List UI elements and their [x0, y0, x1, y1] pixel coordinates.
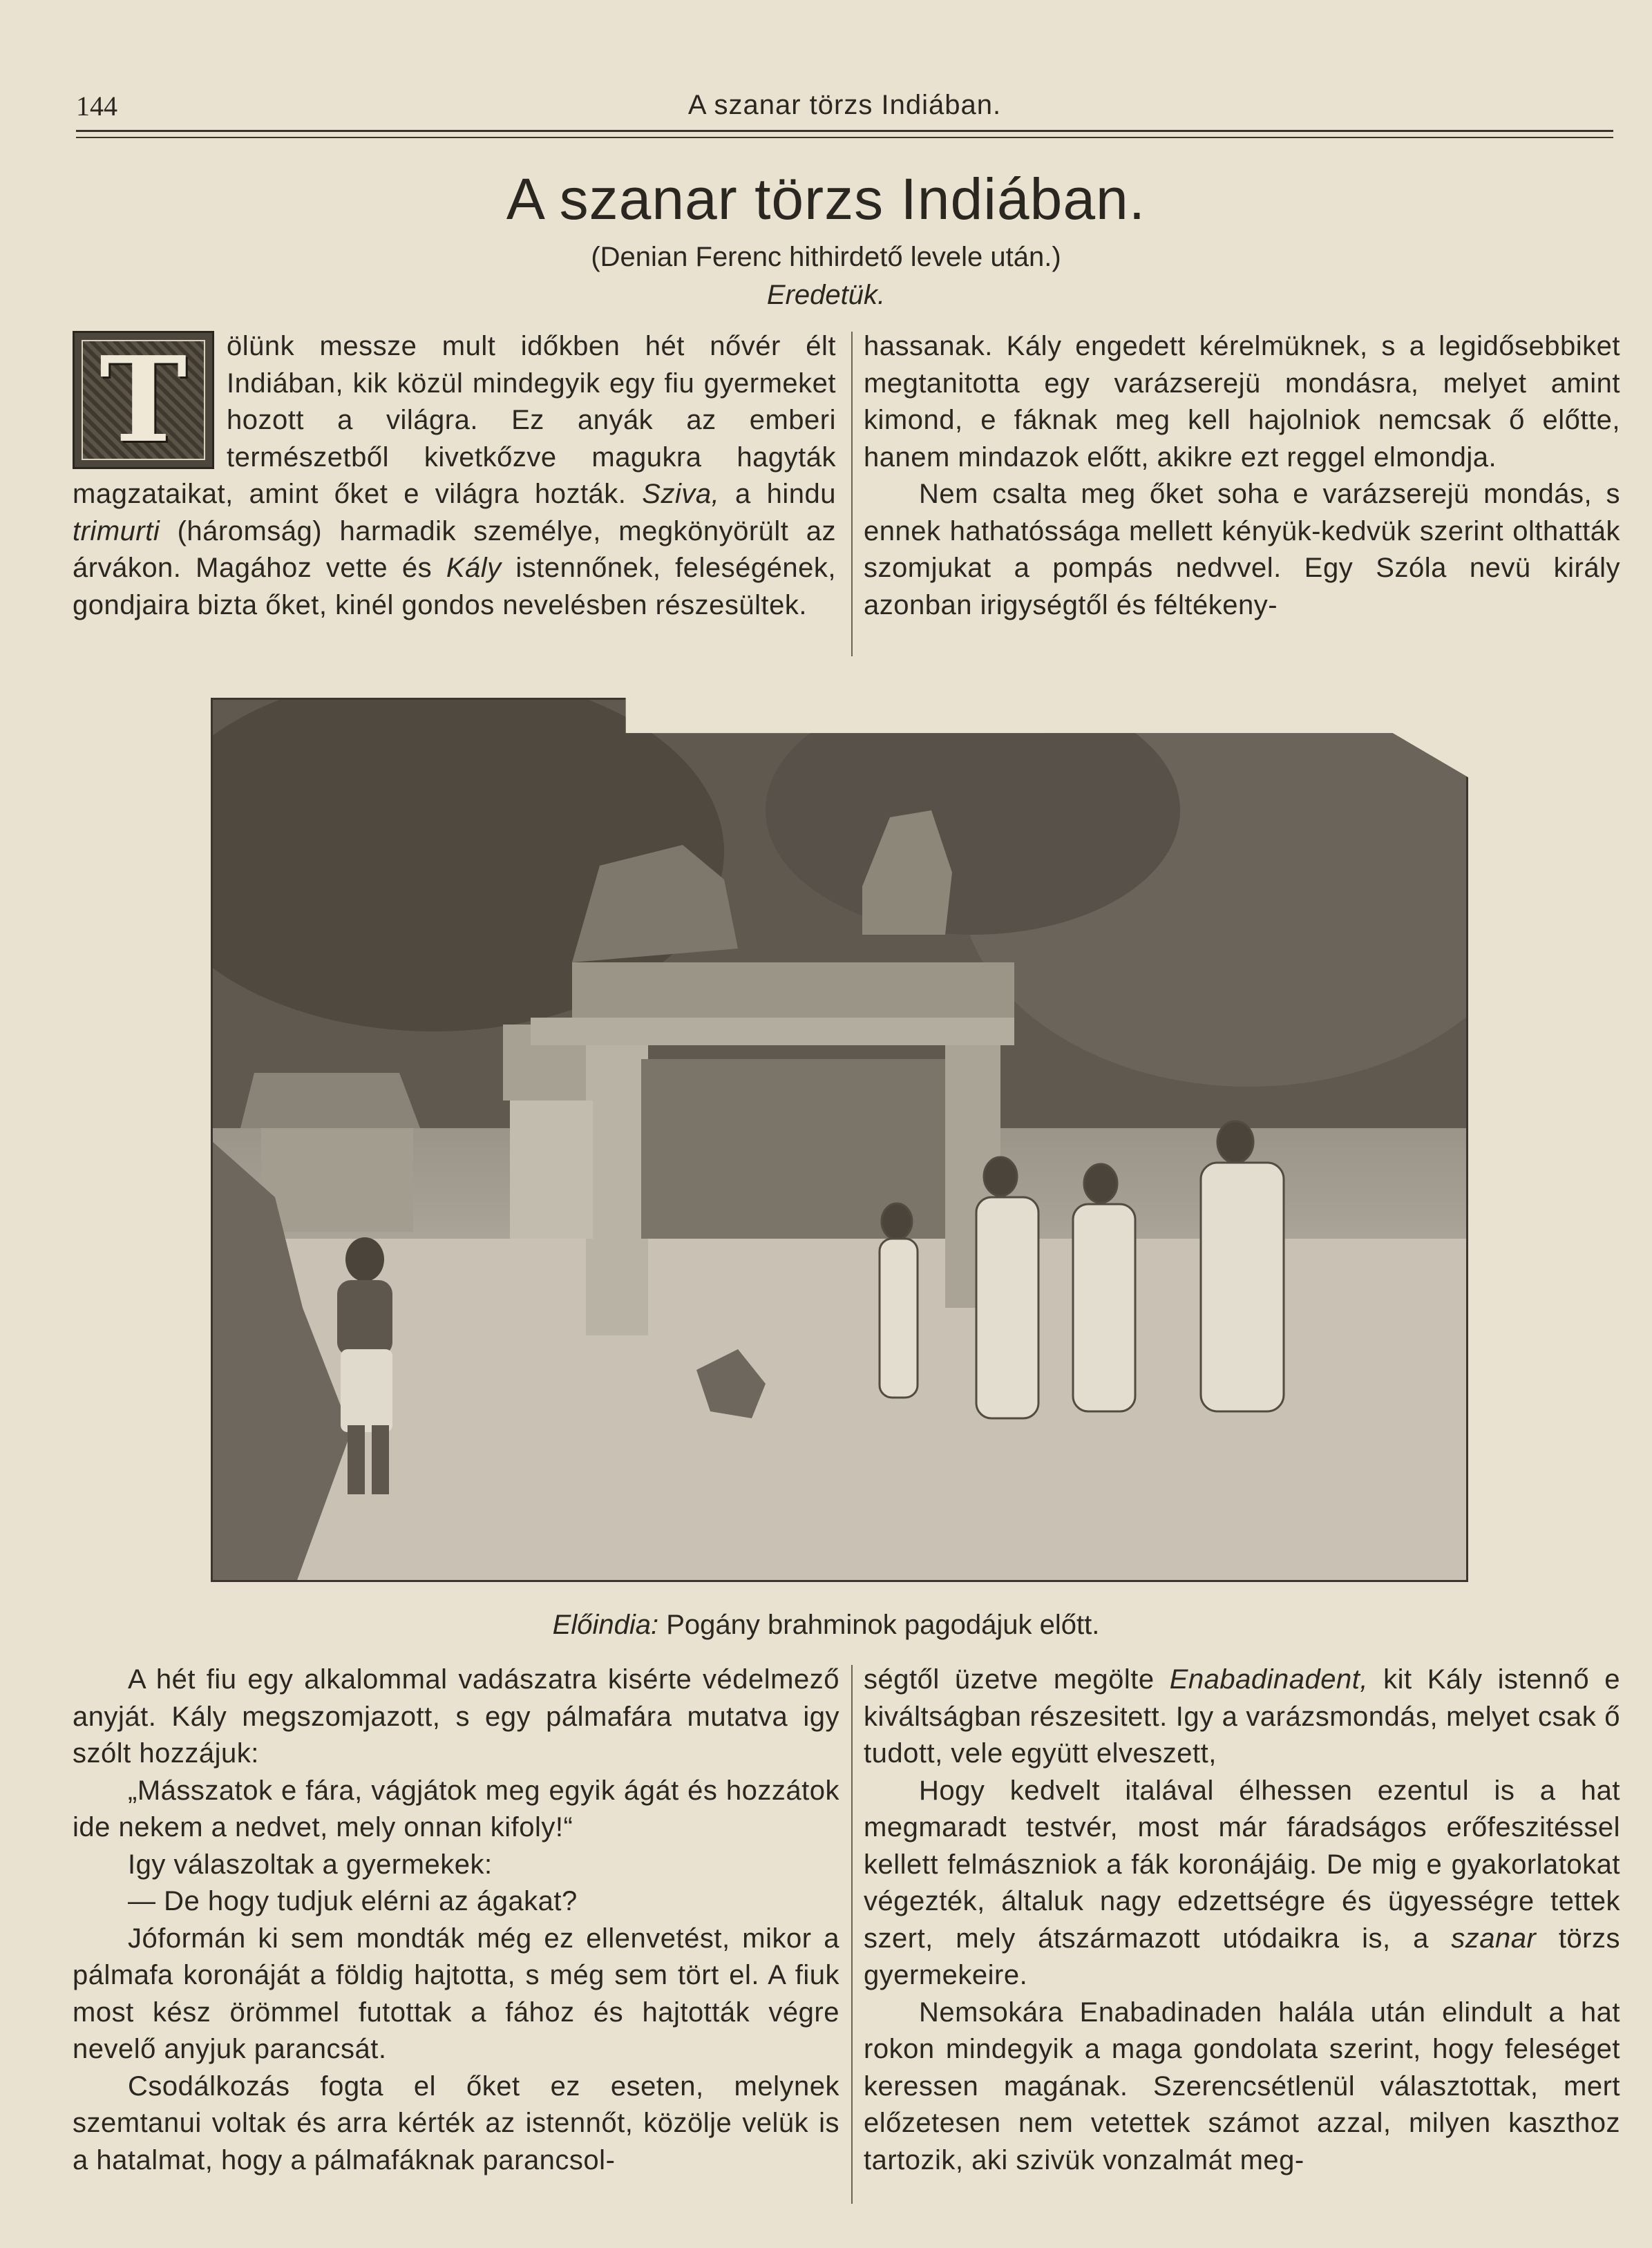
italic-term: Kály	[446, 553, 502, 583]
column-divider-bottom	[851, 1665, 853, 2204]
text-run: a hindu	[719, 479, 836, 509]
dropcap-letter: T	[99, 331, 187, 469]
paragraph: Csodálkozás fogta el őket ez eseten, melynek szemtanui voltak és arra kérték az istennőt, közölje velük is a hatalmat, hogy a pálmafáknak parancsol-	[73, 2070, 839, 2175]
header-rule-bottom	[76, 137, 1613, 138]
paragraph	[73, 328, 836, 624]
column-divider-top	[851, 332, 853, 656]
paragraph	[864, 1773, 1620, 1994]
article-subtitle: (Denian Ferenc hithirdető levele után.)	[591, 242, 1061, 272]
text-run: törzs gyermekeire.	[864, 1923, 1621, 1990]
header-rule-top	[76, 130, 1613, 132]
text-run: Hogy kedvelt italával élhessen ezentul is a hat megmaradt testvér, most már fáradságos erőfeszitéssel kellett felmászniok a fák koronájáig. De mig e gyakorlatokat végezték, általuk nagy edzettségre és ügyességre tettek szert, mely átszármazott utódaikra is, a	[864, 1775, 1620, 1954]
photo-hut-roof	[240, 1073, 420, 1128]
paragraph: — De hogy tudjuk elérni az ágakat?	[128, 1886, 578, 1916]
photo-temple-wall	[510, 1101, 593, 1239]
italic-term: trimurti	[73, 515, 160, 546]
text-run: ségtől üzetve megölte	[864, 1664, 1170, 1695]
photo-temple-cornice	[572, 962, 1014, 1018]
running-title: A szanar törzs Indiában.	[687, 90, 1002, 120]
photo-illustration	[213, 700, 1468, 1582]
caption-place: Előindia:	[552, 1610, 659, 1640]
paragraph: Jóformán ki sem mondták még ez ellenvetést, mikor a pálmafa koronáját a földig hajtotta, s még sem tört el. A fiuk most kész örömmel futottak a fához és hajtották végre nevelő anyjuk parancsát.	[73, 1923, 839, 2064]
photo-temple-beam	[531, 1018, 1014, 1045]
paragraph	[864, 1661, 1620, 1773]
column-top-left	[73, 328, 836, 624]
dropcap-ornament	[73, 331, 214, 469]
paragraph: A hét fiu egy alkalommal vadászatra kisérte védelmező anyját. Kály megszomjazott, s egy pálmafára mutatva igy szólt hozzájuk:	[73, 1664, 839, 1769]
column-bottom-left	[73, 1661, 839, 2179]
text-run: (háromság) harmadik személye, megkönyörült az árvákon. Magához vette és	[73, 515, 836, 583]
italic-term: Enabadinadent,	[1169, 1664, 1368, 1695]
photo-hut-wall	[261, 1128, 413, 1232]
photo-temple-pillar	[586, 1045, 648, 1335]
article-title: A szanar törzs Indiában.	[506, 166, 1146, 231]
paragraph: Igy válaszoltak a gyermekek:	[128, 1849, 493, 1880]
paragraph: „Másszatok e fára, vágjátok meg egyik ágát és hozzátok ide nekem a nedvet, mely onnan kifoly!“	[73, 1775, 839, 1842]
paragraph: Nem csalta meg őket soha e varázserejü mondás, s ennek hathatóssága mellett kényük-kedvük szerint olthatták szomjukat a pompás nedvvel. Egy Szóla nevü király azonban irigységtől és féltékeny-	[864, 479, 1620, 620]
dropcap-paragraph-text: ölünk messze mult időkben hét nővér élt Indiában, kik közül mindegyik egy fiu gyermeket hozott a világra. Ez anyák az emberi természetből kivetkőzve magukra hagyták magzataikat, amint őket e világra hozták.	[73, 331, 836, 509]
photo-caption	[0, 1610, 1652, 1641]
italic-term: Sziva,	[642, 479, 720, 509]
column-top-right	[864, 328, 1620, 624]
italic-term: szanar	[1451, 1923, 1537, 1954]
paragraph: Nemsokára Enabadinaden halála után elindult a hat rokon mindegyik a maga gondolata szerint, hogy feleséget keressen magának. Szerencsétlenül választottak, mert előzetesen nem vetettek számot azzal, milyen kaszthoz tartozik, aki szivük vonzalmát meg-	[864, 1997, 1620, 2175]
page-header	[76, 90, 1613, 131]
page-number: 144	[76, 91, 117, 122]
text-run: istennőnek, feleségének, gondjaira bizta őket, kinél gondos nevelésben részesültek.	[73, 553, 837, 620]
caption-text: Pogány brahminok pagodájuk előtt.	[658, 1610, 1100, 1640]
photograph	[211, 698, 1468, 1582]
column-bottom-right	[864, 1661, 1620, 2179]
article-byline: Eredetük.	[766, 280, 886, 310]
paragraph: hassanak. Kály engedett kérelmüknek, s a legidősebbiket megtanitotta egy varázserejü mondásra, melyet amint kimond, e fáknak meg kell hajolniok nemcsak ő előtte, hanem mindazok előtt, akikre ezt reggel elmondja.	[864, 331, 1620, 473]
text-run: kit Kály istennő e kiváltságban részesitett. Igy a varázsmondás, melyet csak ő tudott, vele együtt elveszett,	[864, 1664, 1620, 1769]
